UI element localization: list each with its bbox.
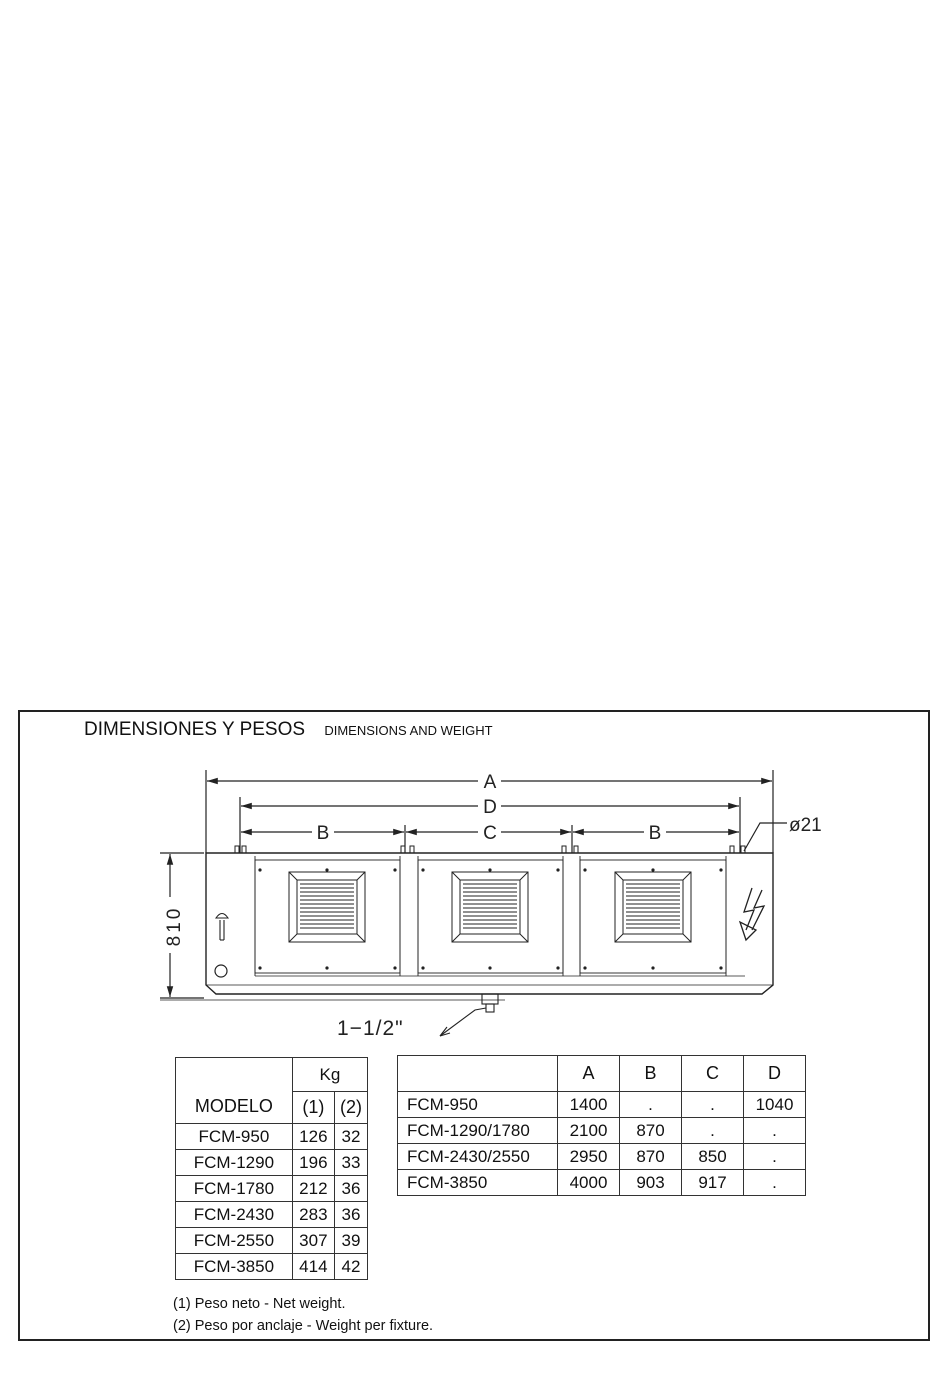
dimension-b-c-b bbox=[241, 823, 739, 844]
net-weight-cell: 307 bbox=[292, 1228, 334, 1254]
col1-header: (1) bbox=[292, 1092, 334, 1124]
drain-fitting bbox=[160, 994, 505, 1040]
fan-grille-right bbox=[615, 872, 691, 942]
fixture-weight-cell: 39 bbox=[334, 1228, 367, 1254]
model-header: MODELO bbox=[176, 1058, 293, 1124]
footnote-weight-per-fixture: (2) Peso por anclaje - Weight per fixture. bbox=[173, 1318, 434, 1334]
dimension-d bbox=[241, 797, 739, 818]
table-row bbox=[398, 1170, 806, 1196]
dim-d-cell: . bbox=[744, 1118, 806, 1144]
title-spanish: DIMENSIONES Y PESOS bbox=[84, 719, 306, 740]
hole-callout bbox=[744, 815, 822, 851]
dim-a-label: A bbox=[483, 772, 497, 793]
dimensions-table bbox=[397, 1055, 806, 1196]
dimension-height bbox=[160, 853, 204, 998]
table-row bbox=[176, 1254, 368, 1280]
dim-d-label: D bbox=[483, 797, 497, 818]
thermometer-icon bbox=[216, 914, 228, 941]
dim-b-cell: 870 bbox=[620, 1118, 682, 1144]
dim-c-cell: 850 bbox=[682, 1144, 744, 1170]
col-d-header: D bbox=[744, 1056, 806, 1092]
model-cell: FCM-2550 bbox=[176, 1228, 293, 1254]
model-cell: FCM-2430 bbox=[176, 1202, 293, 1228]
model-cell: FCM-3850 bbox=[176, 1254, 293, 1280]
dim-c-cell: 917 bbox=[682, 1170, 744, 1196]
model-cell: FCM-1290 bbox=[176, 1150, 293, 1176]
dimension-a bbox=[207, 772, 772, 793]
kg-header: Kg bbox=[292, 1058, 367, 1092]
title-english: DIMENSIONS AND WEIGHT bbox=[324, 723, 493, 738]
col-b-header: B bbox=[620, 1056, 682, 1092]
fixture-weight-cell: 36 bbox=[334, 1176, 367, 1202]
dim-a-cell: 2950 bbox=[558, 1144, 620, 1170]
fixture-weight-cell: 42 bbox=[334, 1254, 367, 1280]
footnote-net-weight: (1) Peso neto - Net weight. bbox=[173, 1296, 346, 1312]
table-row bbox=[176, 1176, 368, 1202]
model-cell: FCM-2430/2550 bbox=[398, 1144, 558, 1170]
fan-grille-center bbox=[452, 872, 528, 942]
table-row bbox=[398, 1144, 806, 1170]
dim-d-cell: . bbox=[744, 1170, 806, 1196]
dim-b-cell: 870 bbox=[620, 1144, 682, 1170]
net-weight-cell: 126 bbox=[292, 1124, 334, 1150]
model-cell: FCM-3850 bbox=[398, 1170, 558, 1196]
fan-grille-left bbox=[289, 872, 365, 942]
fixture-weight-cell: 32 bbox=[334, 1124, 367, 1150]
model-cell: FCM-1780 bbox=[176, 1176, 293, 1202]
dim-b-cell: 903 bbox=[620, 1170, 682, 1196]
col-c-header: C bbox=[682, 1056, 744, 1092]
table-row bbox=[176, 1228, 368, 1254]
net-weight-cell: 414 bbox=[292, 1254, 334, 1280]
dim-c-cell: . bbox=[682, 1118, 744, 1144]
dim-a-cell: 2100 bbox=[558, 1118, 620, 1144]
electrical-hazard-icon bbox=[740, 888, 764, 940]
dim-d-cell: . bbox=[744, 1144, 806, 1170]
table-row bbox=[176, 1202, 368, 1228]
dim-b-right-label: B bbox=[648, 823, 662, 844]
dim-b-cell: . bbox=[620, 1092, 682, 1118]
dim-a-cell: 1400 bbox=[558, 1092, 620, 1118]
table-row bbox=[176, 1124, 368, 1150]
net-weight-cell: 212 bbox=[292, 1176, 334, 1202]
drain-size-label: 1−1/2" bbox=[337, 1017, 404, 1040]
table-row bbox=[398, 1092, 806, 1118]
dim-c-label: C bbox=[483, 823, 497, 844]
weights-table bbox=[175, 1057, 368, 1280]
fixture-weight-cell: 33 bbox=[334, 1150, 367, 1176]
net-weight-cell: 196 bbox=[292, 1150, 334, 1176]
dim-c-cell: . bbox=[682, 1092, 744, 1118]
height-label: 810 bbox=[164, 905, 185, 947]
dim-a-cell: 4000 bbox=[558, 1170, 620, 1196]
hole-diameter-label: ø21 bbox=[789, 815, 822, 836]
model-header-blank bbox=[398, 1056, 558, 1092]
col-a-header: A bbox=[558, 1056, 620, 1092]
net-weight-cell: 283 bbox=[292, 1202, 334, 1228]
model-cell: FCM-1290/1780 bbox=[398, 1118, 558, 1144]
dim-d-cell: 1040 bbox=[744, 1092, 806, 1118]
dim-b-left-label: B bbox=[316, 823, 330, 844]
fixture-weight-cell: 36 bbox=[334, 1202, 367, 1228]
model-cell: FCM-950 bbox=[398, 1092, 558, 1118]
table-row bbox=[398, 1118, 806, 1144]
col2-header: (2) bbox=[334, 1092, 367, 1124]
table-row bbox=[176, 1150, 368, 1176]
port-circle-icon bbox=[215, 965, 227, 977]
model-cell: FCM-950 bbox=[176, 1124, 293, 1150]
